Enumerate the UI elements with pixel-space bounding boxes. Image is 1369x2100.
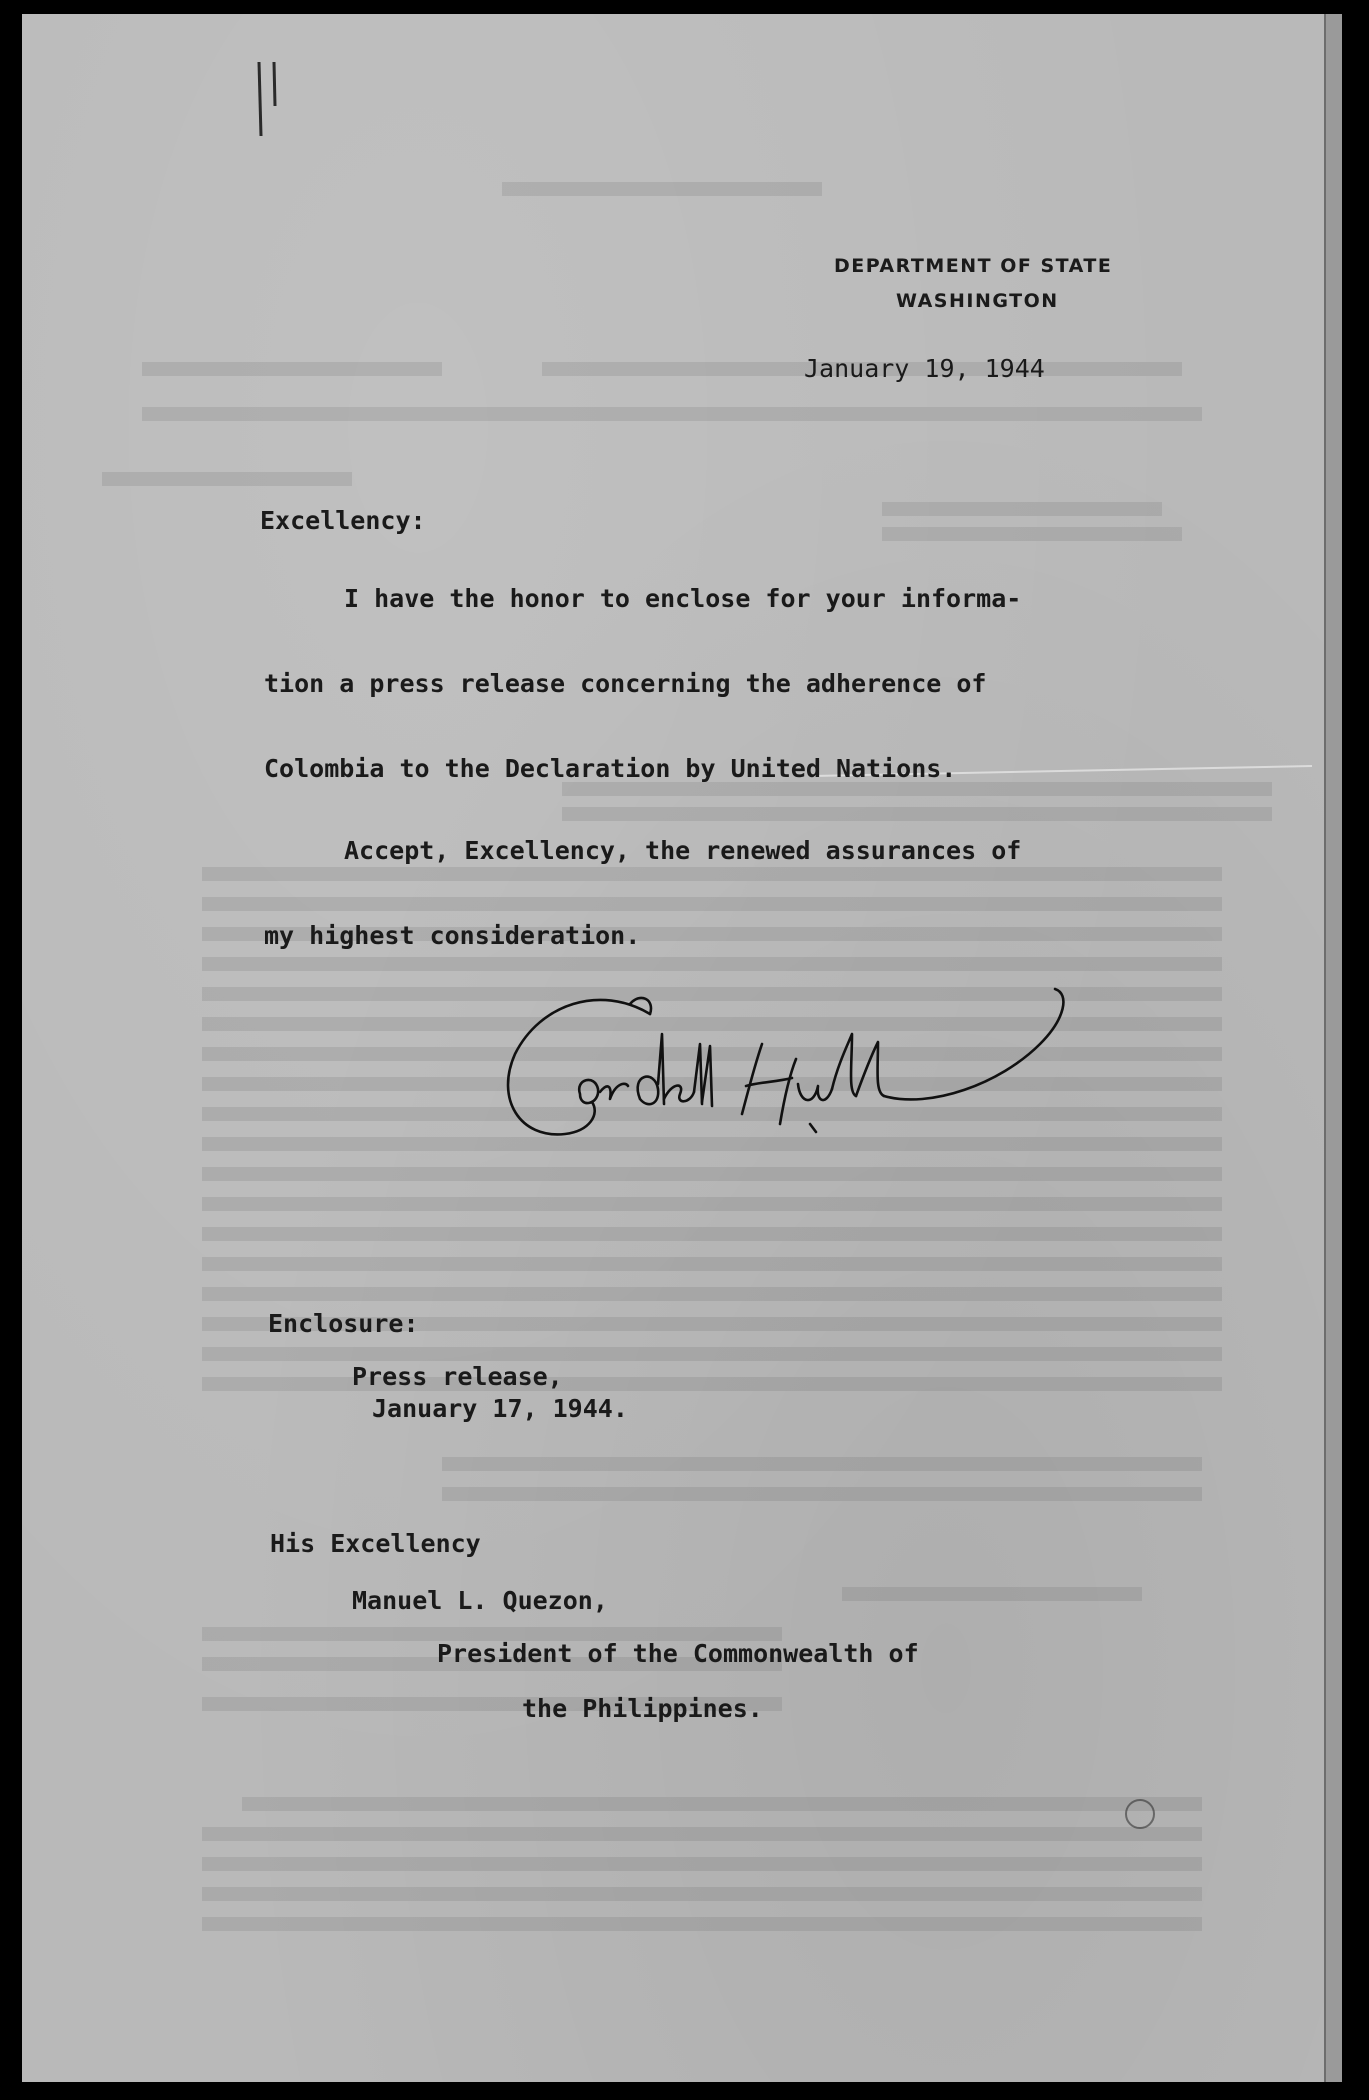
- body-line: Accept, Excellency, the renewed assurances of: [344, 836, 1022, 865]
- letterhead-department: DEPARTMENT OF STATE: [834, 255, 1113, 277]
- addressee-line: the Philippines.: [522, 1694, 763, 1723]
- letterhead-city: WASHINGTON: [896, 290, 1059, 312]
- letter-date: January 19, 1944: [804, 354, 1045, 383]
- addressee-line: Manuel L. Quezon,: [352, 1586, 608, 1615]
- document-page: [22, 14, 1342, 2082]
- addressee-line: President of the Commonwealth of: [437, 1639, 919, 1668]
- salutation: Excellency:: [260, 506, 426, 535]
- enclosure-line: January 17, 1944.: [372, 1394, 628, 1423]
- addressee-line: His Excellency: [270, 1529, 481, 1558]
- body-line: tion a press release concerning the adherence of: [264, 669, 987, 698]
- enclosure-line: Press release,: [352, 1362, 563, 1391]
- body-line: my highest consideration.: [264, 921, 641, 950]
- enclosure-label: Enclosure:: [268, 1309, 419, 1338]
- body-line: I have the honor to enclose for your informa-: [344, 584, 1022, 613]
- body-line: Colombia to the Declaration by United Nations.: [264, 754, 957, 783]
- signature-cordell-hull: [480, 974, 1100, 1164]
